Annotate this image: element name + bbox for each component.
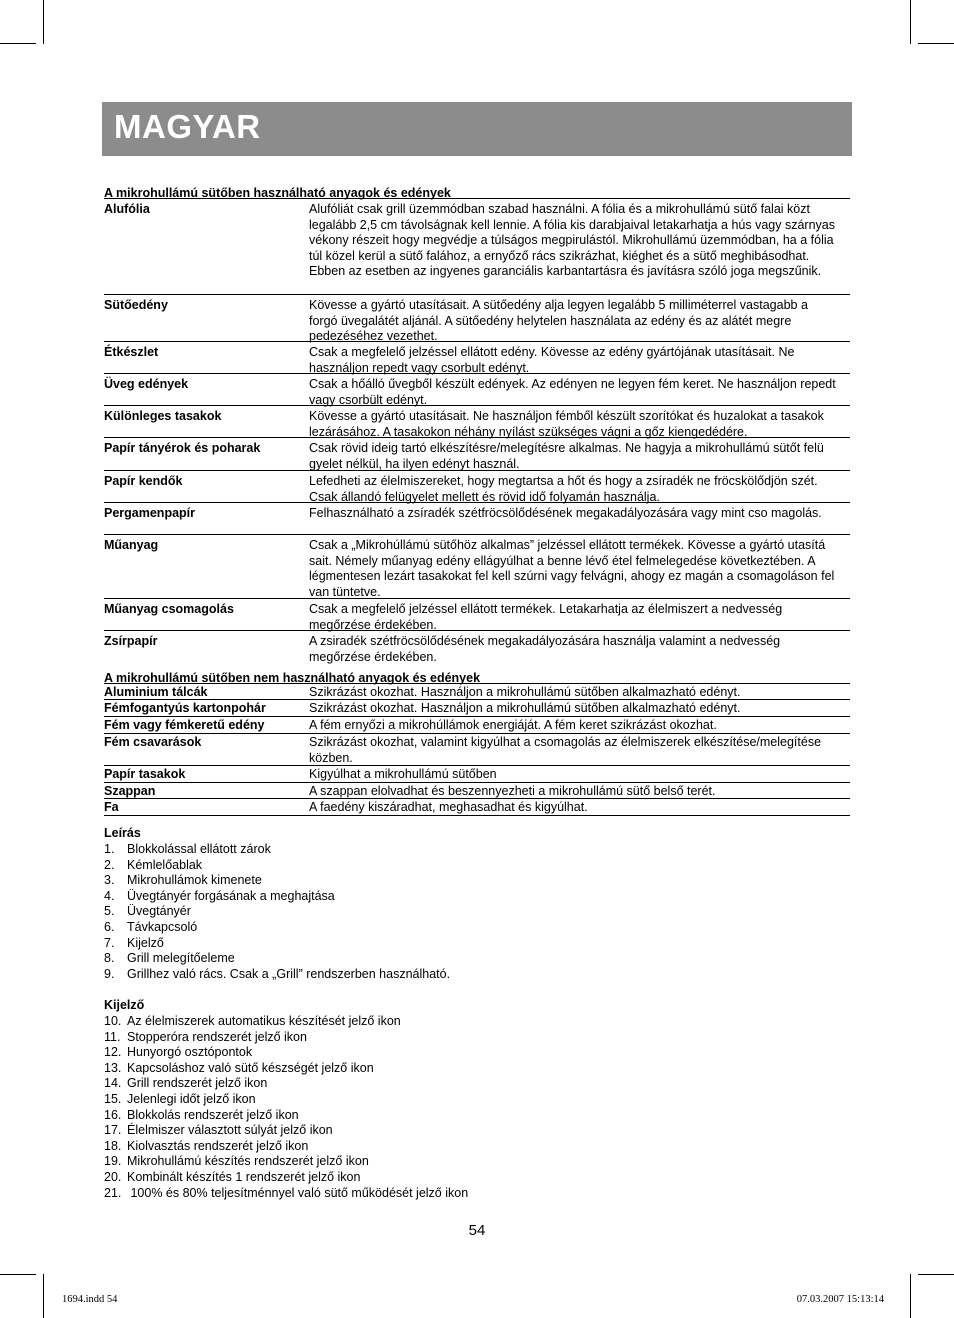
usable-section-title: A mikrohullámú sütőben használható anyagok és edények bbox=[104, 186, 451, 200]
crop-mark bbox=[918, 1274, 954, 1275]
list-item-text: Blokkolással ellátott zárok bbox=[127, 842, 271, 856]
list-item-number: 10. bbox=[104, 1014, 122, 1028]
table-row bbox=[104, 198, 850, 294]
material-name: Zsírpapír bbox=[104, 634, 158, 648]
material-name: Pergamenpapír bbox=[104, 506, 196, 520]
list-item bbox=[104, 1186, 468, 1202]
list-item-text: Grill rendszerét jelző ikon bbox=[127, 1076, 268, 1091]
list-item bbox=[104, 1092, 468, 1108]
crop-mark bbox=[43, 1274, 44, 1318]
list-item-number: 5. bbox=[104, 904, 115, 919]
list-item bbox=[104, 967, 450, 983]
page-title: MAGYAR bbox=[114, 108, 261, 145]
list-item-number: 19. bbox=[104, 1154, 122, 1169]
list-item bbox=[104, 1030, 468, 1046]
material-description: A faedény kiszáradhat, meghasadhat és kigyúlhat. bbox=[309, 800, 588, 814]
material-description: Csak a „Mikrohúllámú sütőhöz alkalmas” jelzéssel ellátott termékek. Kövesse a gyártó utasítá sait. Némely műanyag edény ellágyúlhat a benne lévő étel felmelegedése következtében. A légmentesen lezárt tasakokat fel kell szúrni vagy felvágni, ahogy ez magán a csomagoláson fel van tüntetve. bbox=[309, 538, 835, 599]
table-row bbox=[104, 405, 850, 437]
material-description: Csak rövid ideig tartó elkészítésre/melegítésre alkalmas. Ne hagyja a mikrohullámú sütőt felü gyelet nélkül, ha ilyen edényt használ. bbox=[309, 441, 824, 471]
list-item-text: Blokkolás rendszerét jelző ikon bbox=[127, 1107, 299, 1122]
description-list bbox=[104, 842, 450, 982]
list-item-text: Grillhez való rács. Csak a „Grill” rendszerben használható. bbox=[127, 966, 451, 981]
list-item-text: Kémlelőablak bbox=[127, 857, 203, 872]
list-item-text: Grill melegítőeleme bbox=[127, 951, 235, 966]
material-description: Lefedheti az élelmiszereket, hogy megtartsa a hőt és hogy a zsíradék ne fröcskölődjön szét. Csak állandó felügyelet mellett és rövid idő folyamán használja. bbox=[309, 474, 818, 504]
list-item-number: 7. bbox=[104, 935, 115, 950]
list-item bbox=[104, 1139, 468, 1155]
display-title: Kijelző bbox=[104, 998, 145, 1012]
material-description: Szikrázást okozhat. Használjon a mikrohullámú sütőben alkalmazható edényt. bbox=[309, 701, 741, 715]
list-item-number: 1. bbox=[104, 842, 115, 856]
material-name: Étkészlet bbox=[104, 345, 159, 359]
material-name: Üveg edények bbox=[104, 377, 189, 391]
list-item-number: 13. bbox=[104, 1060, 122, 1075]
list-item-text: Kiolvasztás rendszerét jelző ikon bbox=[127, 1138, 309, 1153]
list-item-text: Mikrohullámú készítés rendszerét jelző ikon bbox=[127, 1154, 369, 1169]
page-number: 54 bbox=[468, 1222, 486, 1239]
list-item-number: 3. bbox=[104, 873, 115, 888]
list-item-text: Jelenlegi időt jelző ikon bbox=[127, 1091, 256, 1106]
material-name: Szappan bbox=[104, 784, 156, 798]
list-item-number: 17. bbox=[104, 1123, 122, 1138]
list-item bbox=[104, 1123, 468, 1139]
list-item-text: Üvegtányér forgásának a meghajtása bbox=[127, 888, 335, 903]
list-item bbox=[104, 1061, 468, 1077]
table-row bbox=[104, 534, 850, 598]
list-item-text: 100% és 80% teljesítménnyel való sütő működését jelző ikon bbox=[127, 1185, 469, 1200]
material-name: Papír tányérok és poharak bbox=[104, 441, 261, 455]
list-item-number: 12. bbox=[104, 1045, 122, 1060]
list-item bbox=[104, 889, 450, 905]
list-item bbox=[104, 936, 450, 952]
material-description: Csak a hőálló űvegből készült edények. Az edényen ne legyen fém keret. Ne használjon repedt vagy csorbült edényt. bbox=[309, 377, 836, 407]
material-name: Alufólia bbox=[104, 202, 150, 216]
table-row bbox=[104, 294, 850, 344]
list-item-text: Élelmiszer választott súlyát jelző ikon bbox=[127, 1123, 333, 1138]
material-description: Kövesse a gyártó utasításait. A sütőedény alja legyen legalább 5 milliméterrel vastagabb a forgó üvegalátét aljánál. A sütőedény helytelen használata az edény és az alátét megre pedezéséhez vezethet. bbox=[309, 298, 808, 344]
crop-mark bbox=[0, 1274, 36, 1275]
table-row bbox=[104, 341, 850, 373]
material-name: Papír kendők bbox=[104, 474, 183, 488]
table-row bbox=[104, 502, 850, 534]
list-item bbox=[104, 1108, 468, 1124]
list-item bbox=[104, 1076, 468, 1092]
material-description: Kigyúlhat a mikrohullámú sütőben bbox=[309, 767, 497, 781]
material-name: Különleges tasakok bbox=[104, 409, 222, 423]
material-name: Sütőedény bbox=[104, 298, 168, 312]
table-row bbox=[104, 716, 850, 733]
table-row bbox=[104, 798, 850, 815]
crop-mark bbox=[918, 43, 954, 44]
list-item-text: Hunyorgó osztópontok bbox=[127, 1045, 253, 1060]
list-item-text: Stopperóra rendszerét jelző ikon bbox=[127, 1029, 307, 1044]
list-item bbox=[104, 951, 450, 967]
list-item-number: 6. bbox=[104, 919, 115, 934]
list-item bbox=[104, 858, 450, 874]
list-item-number: 21. bbox=[104, 1185, 122, 1200]
material-name: Papír tasakok bbox=[104, 767, 186, 781]
material-description: A zsiradék szétfröcsölődésének megakadályozására használja valamint a nedvesség megőrzése érdekében. bbox=[309, 634, 781, 664]
usable-materials-table bbox=[104, 198, 850, 662]
material-description: Alufóliát csak grill üzemmódban szabad használni. A fólia és a mikrohullámú sütő falai közt legalább 2,5 cm távolságnak kell lennie. A fólia kis darabjaival letakarhatja a hús vagy szárnyas vékony részeit hogy megvédje a túlságos megpirulástól. Mikrohullámú üzemmódban, ha a fólia túl közel kerül a sütő falához, a ernyőző rács szikrázhat, kiéghet és a sütő meghibásodhat. Ebben az esetben az ingyenes garanciális karbantartásra és javításra szóló joga megszűnik. bbox=[309, 202, 836, 279]
table-row bbox=[104, 683, 850, 699]
description-title: Leírás bbox=[104, 826, 141, 840]
list-item-number: 8. bbox=[104, 951, 115, 966]
table-row bbox=[104, 782, 850, 798]
list-item-number: 16. bbox=[104, 1107, 122, 1122]
table-row bbox=[104, 699, 850, 716]
list-item bbox=[104, 1170, 468, 1186]
material-description: Felhasználható a zsíradék szétfröcsölődésének megakadályozására vagy mint cso magolás. bbox=[309, 506, 822, 520]
list-item-text: Mikrohullámok kimenete bbox=[127, 873, 262, 888]
material-description: Szikrázást okozhat, valamint kigyúlhat a csomagolás az élelmiszerek elkészítése/melegítése közben. bbox=[309, 735, 822, 765]
material-description: A szappan elolvadhat és beszennyezheti a mikrohullámú sütő belső terét. bbox=[309, 784, 716, 798]
list-item-text: Üvegtányér bbox=[127, 904, 191, 919]
table-row bbox=[104, 765, 850, 782]
material-name: Műanyag bbox=[104, 538, 159, 552]
list-item-number: 2. bbox=[104, 857, 115, 872]
material-description: Csak a megfelelő jelzéssel ellátott termékek. Letakarhatja az élelmiszert a nedvesség megőrzése érdekében. bbox=[309, 602, 783, 632]
list-item bbox=[104, 1045, 468, 1061]
list-item-number: 14. bbox=[104, 1076, 122, 1091]
footer-timestamp: 07.03.2007 15:13:14 bbox=[796, 1294, 884, 1305]
material-name: Fém vagy fémkeretű edény bbox=[104, 718, 265, 732]
table-row bbox=[104, 733, 850, 765]
material-description: A fém ernyőzi a mikrohúllámok energiáját. A fém keret szikrázást okozhat. bbox=[309, 718, 717, 732]
crop-mark bbox=[43, 0, 44, 44]
list-item bbox=[104, 842, 450, 858]
list-item bbox=[104, 904, 450, 920]
crop-mark bbox=[0, 43, 36, 44]
list-item-number: 9. bbox=[104, 966, 115, 981]
list-item-number: 20. bbox=[104, 1169, 122, 1184]
crop-mark bbox=[910, 1274, 911, 1318]
material-description: Kövesse a gyártó utasításait. Ne használjon fémből készült szorítókat és huzalokat a tasakok lezárásához. A tasakokon néhány nyílást szükséges vágni a gőz kiengedédére. bbox=[309, 409, 824, 439]
material-description: Csak a megfelelő jelzéssel ellátott edény. Kövesse az edény gyártójának utasításait. Ne használjon repedt vagy csorbult edényt. bbox=[309, 345, 795, 375]
material-name: Fém csavarások bbox=[104, 735, 202, 749]
list-item bbox=[104, 873, 450, 889]
crop-mark bbox=[910, 0, 911, 44]
list-item-text: Kapcsoláshoz való sütő készségét jelző ikon bbox=[127, 1060, 374, 1075]
list-item-number: 4. bbox=[104, 888, 115, 903]
table-row bbox=[104, 470, 850, 502]
unusable-section-title: A mikrohullámú sütőben nem használható anyagok és edények bbox=[104, 671, 481, 685]
table-row bbox=[104, 437, 850, 470]
material-description: Szikrázást okozhat. Használjon a mikrohullámú sütőben alkalmazható edényt. bbox=[309, 685, 741, 699]
list-item-text: Kijelző bbox=[127, 935, 164, 950]
footer-file-info: 1694.indd 54 bbox=[62, 1294, 118, 1305]
table-row bbox=[104, 598, 850, 630]
material-name: Fémfogantyús kartonpohár bbox=[104, 701, 266, 715]
list-item bbox=[104, 920, 450, 936]
list-item bbox=[104, 1154, 468, 1170]
language-header bbox=[102, 102, 852, 156]
unusable-materials-table bbox=[104, 683, 850, 816]
table-row bbox=[104, 630, 850, 662]
list-item-number: 18. bbox=[104, 1138, 122, 1153]
table-row bbox=[104, 373, 850, 405]
material-name: Aluminium tálcák bbox=[104, 685, 208, 699]
material-name: Fa bbox=[104, 800, 119, 814]
list-item-number: 11. bbox=[104, 1029, 121, 1044]
list-item-text: Távkapcsoló bbox=[127, 919, 198, 934]
material-name: Műanyag csomagolás bbox=[104, 602, 234, 616]
display-list bbox=[104, 1014, 468, 1201]
list-item-text: Kombinált készítés 1 rendszerét jelző ikon bbox=[127, 1169, 361, 1184]
list-item-number: 15. bbox=[104, 1091, 122, 1106]
list-item bbox=[104, 1014, 468, 1030]
list-item-text: Az élelmiszerek automatikus készítését jelző ikon bbox=[127, 1014, 401, 1028]
